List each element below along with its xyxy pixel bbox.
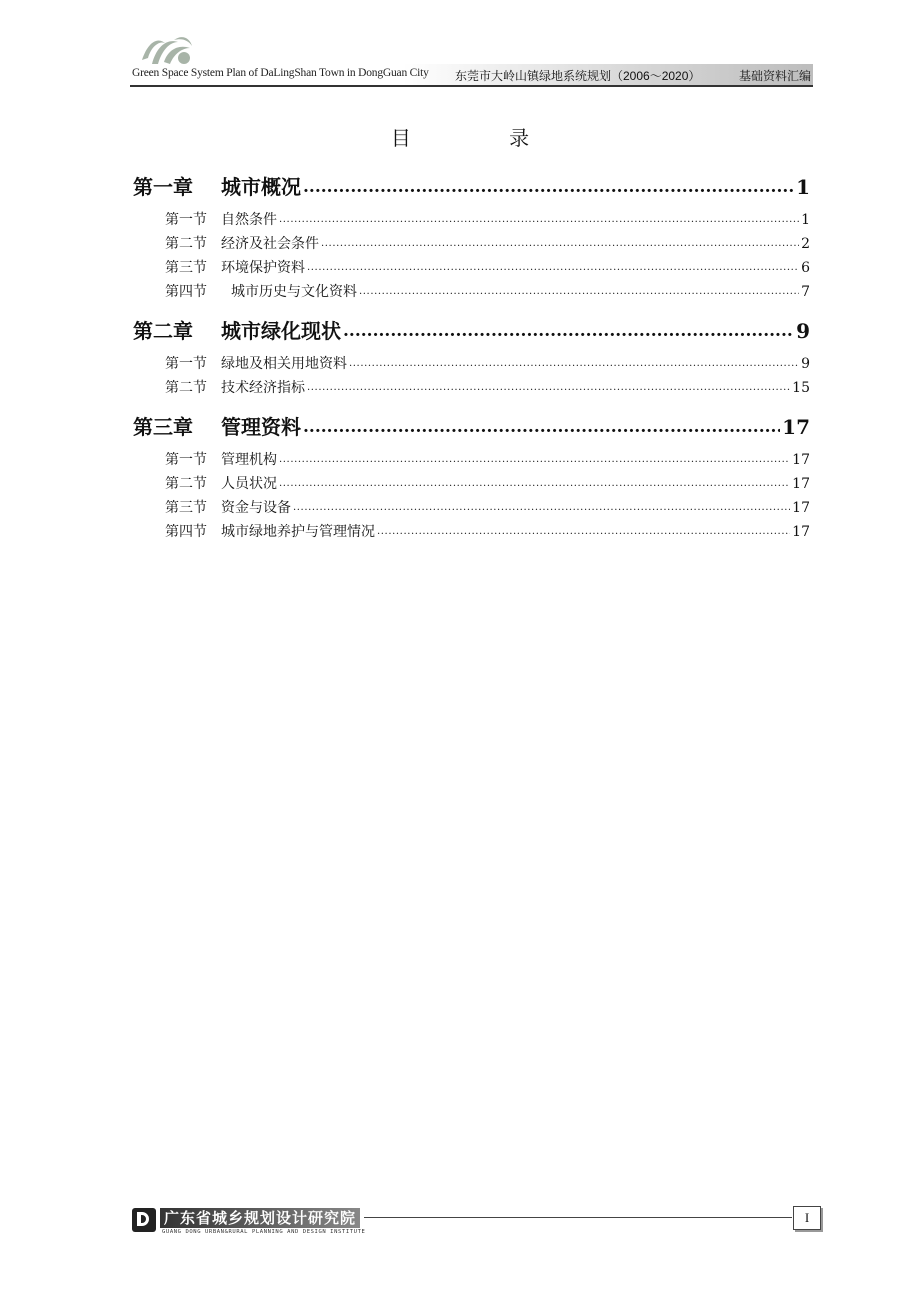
section-page: 9 <box>801 356 810 372</box>
toc-section-3-2[interactable] <box>165 473 810 493</box>
toc-section-1-3[interactable] <box>165 257 810 277</box>
section-page: 7 <box>801 284 810 300</box>
dot-leader <box>279 214 799 225</box>
section-page: 1 <box>801 212 810 228</box>
dot-leader <box>349 358 799 369</box>
dot-leader <box>359 286 799 297</box>
toc-section-1-2[interactable] <box>165 233 810 253</box>
institute-mark-icon <box>132 1208 156 1232</box>
section-number: 第二节 <box>165 380 207 396</box>
section-title: 人员状况 <box>221 476 277 492</box>
section-number: 第一节 <box>165 212 207 228</box>
toc-title: 目 录 <box>390 126 576 150</box>
section-number: 第三节 <box>165 260 207 276</box>
dot-leader <box>279 454 790 465</box>
section-page: 17 <box>792 452 810 468</box>
toc-section-1-1[interactable] <box>165 209 810 229</box>
section-title: 城市历史与文化资料 <box>231 284 357 300</box>
toc-section-3-1[interactable] <box>165 449 810 469</box>
section-number: 第二节 <box>165 476 207 492</box>
chapter-number: 第一章 <box>133 175 193 199</box>
toc-chapter-3[interactable] <box>133 411 810 440</box>
section-title: 资金与设备 <box>221 500 291 516</box>
chapter-number: 第三章 <box>133 415 193 439</box>
section-title: 环境保护资料 <box>221 260 305 276</box>
chapter-page: 1 <box>796 175 810 199</box>
dot-leader <box>303 177 794 197</box>
section-page: 15 <box>792 380 810 396</box>
dot-leader <box>377 526 790 537</box>
footer-divider <box>364 1217 792 1218</box>
section-number: 第二节 <box>165 236 207 252</box>
section-title: 绿地及相关用地资料 <box>221 356 347 372</box>
chapter-page: 9 <box>796 319 810 343</box>
chapter-title: 城市概况 <box>221 175 301 199</box>
section-page: 17 <box>792 476 810 492</box>
header-title-cn: 东莞市大岭山镇绿地系统规划（2006～2020） <box>455 69 701 83</box>
dot-leader <box>293 502 790 513</box>
toc-section-2-2[interactable] <box>165 377 810 397</box>
chapter-page: 17 <box>782 415 810 439</box>
section-number: 第三节 <box>165 500 207 516</box>
toc-chapter-1[interactable] <box>133 171 810 200</box>
dot-leader <box>279 478 790 489</box>
toc-section-3-4[interactable] <box>165 521 810 541</box>
section-number: 第一节 <box>165 356 207 372</box>
header-logo <box>138 30 196 68</box>
section-page: 17 <box>792 500 810 516</box>
toc-section-1-4[interactable] <box>165 281 810 301</box>
section-title: 城市绿地养护与管理情况 <box>221 524 375 540</box>
chapter-title: 管理资料 <box>221 415 301 439</box>
section-title: 经济及社会条件 <box>221 236 319 252</box>
section-page: 2 <box>801 236 810 252</box>
dot-leader <box>307 382 790 393</box>
section-number: 第一节 <box>165 452 207 468</box>
dot-leader <box>307 262 799 273</box>
section-title: 自然条件 <box>221 212 277 228</box>
header-band <box>130 64 813 87</box>
header-title-en: Green Space System Plan of DaLingShan Town in DongGuan City <box>132 67 429 79</box>
toc-chapter-2[interactable] <box>133 315 810 344</box>
dot-leader <box>343 321 794 341</box>
section-number: 第四节 <box>165 284 207 300</box>
toc-section-3-3[interactable] <box>165 497 810 517</box>
dot-leader <box>321 238 799 249</box>
chapter-number: 第二章 <box>133 319 193 343</box>
toc-section-2-1[interactable] <box>165 353 810 373</box>
page-number: I <box>793 1206 821 1230</box>
footer-org-en: GUANG DONG URBAN&RURAL PLANNING AND DESIGN INSTITUTE <box>162 1229 366 1235</box>
footer-org-cn: 广东省城乡规划设计研究院 <box>160 1208 360 1228</box>
section-number: 第四节 <box>165 524 207 540</box>
dot-leader <box>303 417 780 437</box>
section-title: 技术经济指标 <box>221 380 305 396</box>
section-page: 17 <box>792 524 810 540</box>
header-doc-type: 基础资料汇编 <box>738 69 811 83</box>
chapter-title: 城市绿化现状 <box>221 319 341 343</box>
footer-logo <box>132 1208 366 1236</box>
section-page: 6 <box>801 260 810 276</box>
section-title: 管理机构 <box>221 452 277 468</box>
